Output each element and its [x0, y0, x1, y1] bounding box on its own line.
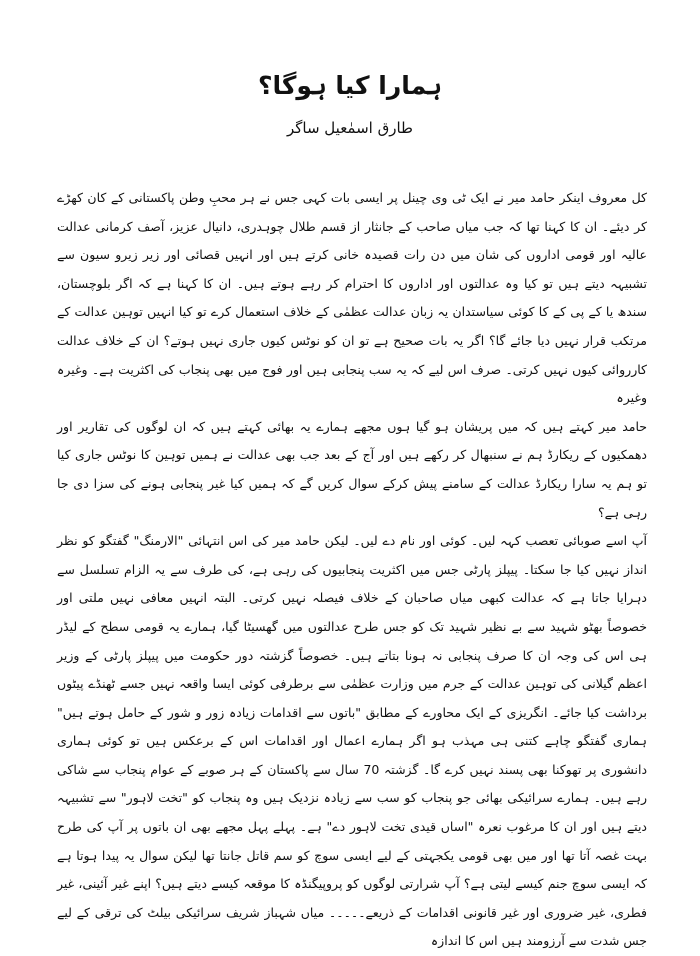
- article-paragraph: حامد میر کہتے ہیں کہ میں پریشان ہو گیا ہوں مجھے ہمارے یہ بھائی کہتے ہیں کہ ان لوگوں کی تقاریر اور دھمکیوں کے ریکارڈ ہم نے سنبھال کر رکھے ہیں اور آج کے بعد جب بھی عدالت نے ہمیں توہین کا نوٹس جاری کیا تو ہم یہ سارا ریکارڈ عدالت کے سامنے پیش کرکے سوال کریں گے کہ ہمیں کیا غیر پنجابی ہونے کی سزا دی جا رہی ہے؟: [57, 418, 647, 520]
- article-paragraph: کل معروف اینکر حامد میر نے ایک ٹی وی چینل پر ایسی بات کہی جس نے ہر محبِ وطن پاکستانی کے کان کھڑے کر دیئے۔ ان کا کہنا تھا کہ جب میاں صاحب کے جانثار از قسم طلال چوہدری، دانیال عزیز، آصف کرمانی عدالت عالیہ اور قومی اداروں کی شان میں دن رات قصیدہ خانی کرتے ہیں اور انہیں قصائی اور زیر زیرو سیون سے تشبیہہ دیتے ہیں تو کیا وہ عدالتوں اور اداروں کا احترام کر رہے ہوتے ہیں۔ ان کا کہنا ہے کہ اگر بلوچستان، سندھ یا کے پی کے کا کوئی سیاستدان یہ زبان عدالت عظمٰی کے خلاف استعمال کرے تو کیا انہیں توہین عدالت کے مرتکب قرار نہیں دیا جائے گا؟ اگر یہ بات صحیح ہے تو ان کو نوٹس کیوں جاری نہیں ہوتے؟ ان کے خلاف عدالت کارروائی کیوں نہیں کرتی۔ صرف اس لیے کہ یہ سب پنجابی ہیں اور فوج میں بھی پنجاب کی اکثریت ہے۔ وغیرہ وغیرہ: [57, 190, 647, 406]
- article-title: ہمارا کیا ہوگا؟: [257, 71, 443, 100]
- article-paragraph: آپ اسے صوبائی تعصب کہہ لیں۔ کوئی اور نام دے لیں۔ لیکن حامد میر کی اس انتہائی "الارمنگ" گفتگو کو نظر انداز نہیں کیا جا سکتا۔ پیپلز پارٹی جس میں اکثریت پنجابیوں کی رہی ہے، کی طرف سے یہ الزام تسلسل سے دہرایا جاتا ہے کہ عدالت کبھی میاں صاحبان کے خلاف فیصلہ نہیں کرتی۔ البتہ انہیں معافی نہیں ملتی اور خصوصاً بھٹو شہید سے بے نظیر شہید تک کو جس طرح عدالتوں میں گھسیٹا گیا، ہمارے یہ قومی سطح کے لیڈر ہی اس کی وجہ ان کا صرف پنجابی نہ ہونا بتاتے ہیں۔ خصوصاً گزشتہ دور حکومت میں پیپلز پارٹی کے وزیر اعظم گیلانی کی توہین عدالت کے جرم میں وزارت عظمٰی سے برطرفی کوئی ایسا واقعہ نہیں جسے ٹھنڈے پیٹوں برداشت کیا جائے۔ انگریزی کے ایک محاورے کے مطابق "باتوں سے اقدامات زیادہ زور و شور کے حامل ہوتے ہیں" ہماری گفتگو چاہے کتنی ہی مہذب ہو اگر ہمارے اعمال اور اقدامات اس کے برعکس ہیں تو کوئی ہماری دانشوری پر تھوکنا بھی پسند نہیں کرے گا۔ گزشتہ 70 سال سے پاکستان کے ہر صوبے کے عوام پنجاب سے شاکی رہے ہیں۔ ہمارے سرائیکی بھائی جو پنجاب کو سب سے زیادہ نزدیک ہیں وہ پنجاب کو "تخت لاہور" سے تشبیہہ دیتے ہیں اور ان کا مرغوب نعرہ "اساں قیدی تخت لاہور دے" ہے۔ پہلے پہل مجھے بھی ان باتوں پر آپ کی طرح بہت غصہ آتا تھا اور میں بھی قومی یکجہتی کے لیے ایسی سوچ کو سم قاتل جانتا تھا لیکن سوال یہ پیدا ہوتا ہے کہ ایسی سوچ جنم کیسے لیتی ہے؟ آپ شرارتی لوگوں کو پروپیگنڈہ کا موقعہ کیسے دیتے ہیں؟ اپنے غیر آئینی، غیر فطری، غیر ضروری اور غیر قانونی اقدامات کے ذریعے۔۔۔۔۔ میاں شہباز شریف سرائیکی بیلٹ کی ترقی کے لیے جس شدت سے آرزومند ہیں اس کا اندازہ: [57, 533, 648, 949]
- article-body: [57, 184, 647, 956]
- article-author: طارق اسمٰعیل ساگر: [286, 119, 413, 137]
